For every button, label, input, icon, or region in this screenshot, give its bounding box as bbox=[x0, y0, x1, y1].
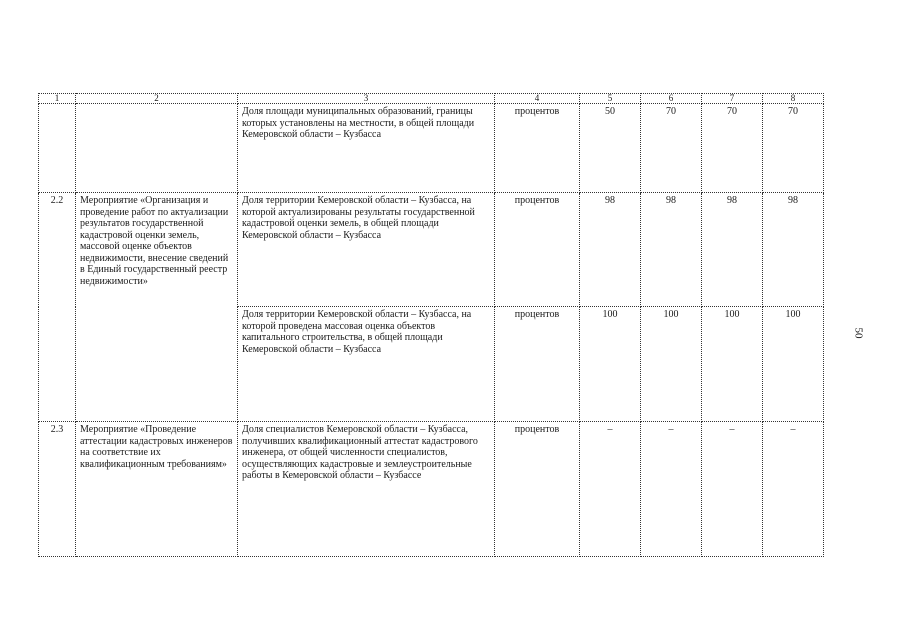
value-cell: 100 bbox=[641, 307, 702, 422]
header-cell-7: 7 bbox=[702, 94, 763, 104]
value-cell: – bbox=[702, 422, 763, 557]
value-cell: – bbox=[580, 422, 641, 557]
indicator-table bbox=[38, 93, 824, 557]
value-cell: 100 bbox=[580, 307, 641, 422]
value-cell: 100 bbox=[702, 307, 763, 422]
row-number-cell bbox=[39, 104, 76, 193]
value-cell: 98 bbox=[641, 193, 702, 307]
measure-cell: Мероприятие «Проведение аттестации кадастровых инженеров на соответствие их квалификационным требованиям» bbox=[76, 422, 238, 557]
value-cell: 98 bbox=[580, 193, 641, 307]
header-cell-5: 5 bbox=[580, 94, 641, 104]
value-cell: – bbox=[763, 422, 824, 557]
value-cell: 50 bbox=[580, 104, 641, 193]
header-cell-8: 8 bbox=[763, 94, 824, 104]
row-number-cell: 2.3 bbox=[39, 422, 76, 557]
table-row bbox=[39, 104, 824, 193]
measure-cell bbox=[76, 104, 238, 193]
header-cell-3: 3 bbox=[238, 94, 495, 104]
indicator-cell: Доля территории Кемеровской области – Кузбасса, на которой актуализированы результаты государственной кадастровой оценки земель, в общей площади Кемеровской области – Кузбасса bbox=[238, 193, 495, 307]
value-cell: 100 bbox=[763, 307, 824, 422]
value-cell: 70 bbox=[763, 104, 824, 193]
value-cell: – bbox=[641, 422, 702, 557]
table-header-row bbox=[39, 94, 824, 104]
indicator-cell: Доля специалистов Кемеровской области – Кузбасса, получивших квалификационный аттестат кадастрового инженера, от общей численности специалистов, осуществляющих кадастровые и землеустроительные работы в Кемеровской области – Кузбассе bbox=[238, 422, 495, 557]
unit-cell: процентов bbox=[495, 193, 580, 307]
header-cell-4: 4 bbox=[495, 94, 580, 104]
measure-cell: Мероприятие «Организация и проведение работ по актуализации результатов государственной кадастровой оценки земель, массовой оценке объектов недвижимости, внесение сведений в Единый государственный реестр недвижимости» bbox=[76, 193, 238, 422]
header-cell-2: 2 bbox=[76, 94, 238, 104]
header-cell-6: 6 bbox=[641, 94, 702, 104]
unit-cell: процентов bbox=[495, 307, 580, 422]
indicator-cell: Доля площади муниципальных образований, границы которых установлены на местности, в общей площади Кемеровской области – Кузбасса bbox=[238, 104, 495, 193]
value-cell: 98 bbox=[702, 193, 763, 307]
page-number: 50 bbox=[852, 327, 865, 339]
unit-cell: процентов bbox=[495, 104, 580, 193]
value-cell: 70 bbox=[641, 104, 702, 193]
indicator-cell: Доля территории Кемеровской области – Кузбасса, на которой проведена массовая оценка объектов капитального строительства, в общей площади Кемеровской области – Кузбасса bbox=[238, 307, 495, 422]
table-row bbox=[39, 422, 824, 557]
value-cell: 70 bbox=[702, 104, 763, 193]
header-cell-1: 1 bbox=[39, 94, 76, 104]
unit-cell: процентов bbox=[495, 422, 580, 557]
row-number-cell: 2.2 bbox=[39, 193, 76, 422]
table-row bbox=[39, 193, 824, 307]
value-cell: 98 bbox=[763, 193, 824, 307]
